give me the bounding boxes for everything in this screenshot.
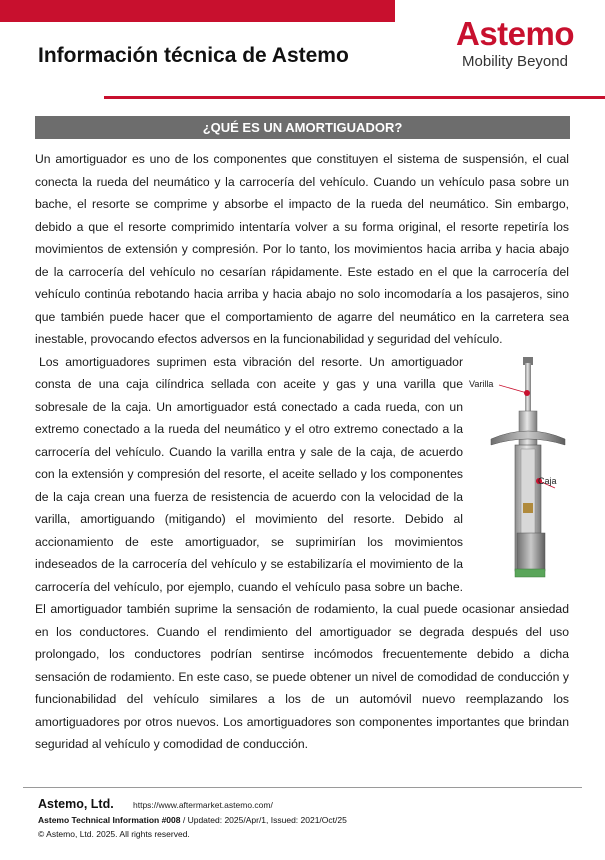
piston-rod bbox=[525, 363, 531, 413]
piston bbox=[523, 503, 533, 513]
footer-copyright: © Astemo, Ltd. 2025. All rights reserved. bbox=[38, 829, 190, 839]
astemo-logo bbox=[440, 14, 590, 71]
shock-absorber-figure bbox=[469, 353, 569, 591]
section-heading: ¿QUÉ ES UN AMORTIGUADOR? bbox=[35, 116, 570, 139]
lower-seal bbox=[515, 569, 545, 577]
knuckle-bracket bbox=[517, 533, 545, 571]
top-red-bar bbox=[0, 0, 395, 22]
page-title: Información técnica de Astemo bbox=[38, 44, 349, 67]
rod-leader-line bbox=[499, 385, 527, 393]
dust-boot bbox=[519, 411, 537, 447]
label-case: Caja bbox=[538, 475, 557, 486]
paragraph-1: Un amortiguador es uno de los componentes que constituyen el sistema de suspensión, el cual conecta la rueda del neumático y la carrocería del vehículo. Cuando un vehículo pasa sobre un bache, el resorte se comprime y absorbe el impacto de la rueda del neumático. Sin embargo, debido a que el resorte comprimido intentaría volver a su forma original, el resorte repetiría los movimientos de extensión y compresión. Por lo tanto, los movimientos hacia arriba y hacia abajo de la carrocería del vehículo no cesarían rápidamente. Este estado en el que la carrocería del vehículo continúa rebotando hacia arriba y hacia abajo no solo incomodaría a los pasajeros, sino que también puede hacer que el comportamiento de agarre del neumático en la carretera sea inestable, provocando efectos adversos en la funcionabilidad y seguridad del vehículo. bbox=[35, 152, 569, 346]
label-rod: Varilla bbox=[469, 378, 494, 389]
footer-url[interactable]: https://www.aftermarket.astemo.com/ bbox=[133, 800, 273, 810]
footer-divider bbox=[23, 787, 582, 788]
logo-name: Astemo bbox=[455, 15, 575, 52]
footer-document-info bbox=[38, 815, 347, 825]
rod-indicator-dot bbox=[524, 390, 530, 396]
article-body bbox=[35, 148, 569, 756]
footer-company: Astemo, Ltd. bbox=[38, 797, 114, 811]
logo-tagline: Mobility Beyond bbox=[462, 53, 568, 70]
header-divider bbox=[104, 96, 605, 99]
document-dates: / Updated: 2025/Apr/1, Issued: 2021/Oct/25 bbox=[180, 815, 347, 825]
document-id: Astemo Technical Information #008 bbox=[38, 815, 181, 825]
paragraph-2: Los amortiguadores suprimen esta vibración del resorte. Un amortiguador consta de una caja cilíndrica sellada con aceite y gas y una varilla que sobresale de la caja. Un amortiguador está conectado a cada rueda, con un extremo conectado a la rueda del neumático y el otro extremo conectado a la carrocería del vehículo. Cuando la varilla entra y sale de la caja, de acuerdo con la extensión y compresión del resorte, el aceite sellado y los componentes de la caja crean una fuerza de resistencia de acuerdo con la velocidad de la varilla, amortiguando (mitigando) el movimiento del resorte. Debido al accionamiento de este amortiguador, se suprimirían los movimientos indeseados de la carrocería del vehículo y se estabilizaría el movimiento de la carrocería del vehículo, por ejemplo, cuando el vehículo pasa sobre un bache. El amortiguador también suprime la sensación de rodamiento, la cual puede ocasionar ansiedad en los conductores. Cuando el rendimiento del amortiguador se degrada después del uso prolongado, los conductores podrían sentirse incómodos frecuentemente debido a dicha sensación de rodamiento. En este caso, se puede obtener un nivel de comodidad de conducción y funcionabilidad del vehículo similares a los de un automóvil nuevo reemplazando los amortiguadores por otros nuevos. Los amortiguadores son componentes importantes que brindan seguridad al vehículo y comodidad de conducción. bbox=[35, 354, 569, 751]
